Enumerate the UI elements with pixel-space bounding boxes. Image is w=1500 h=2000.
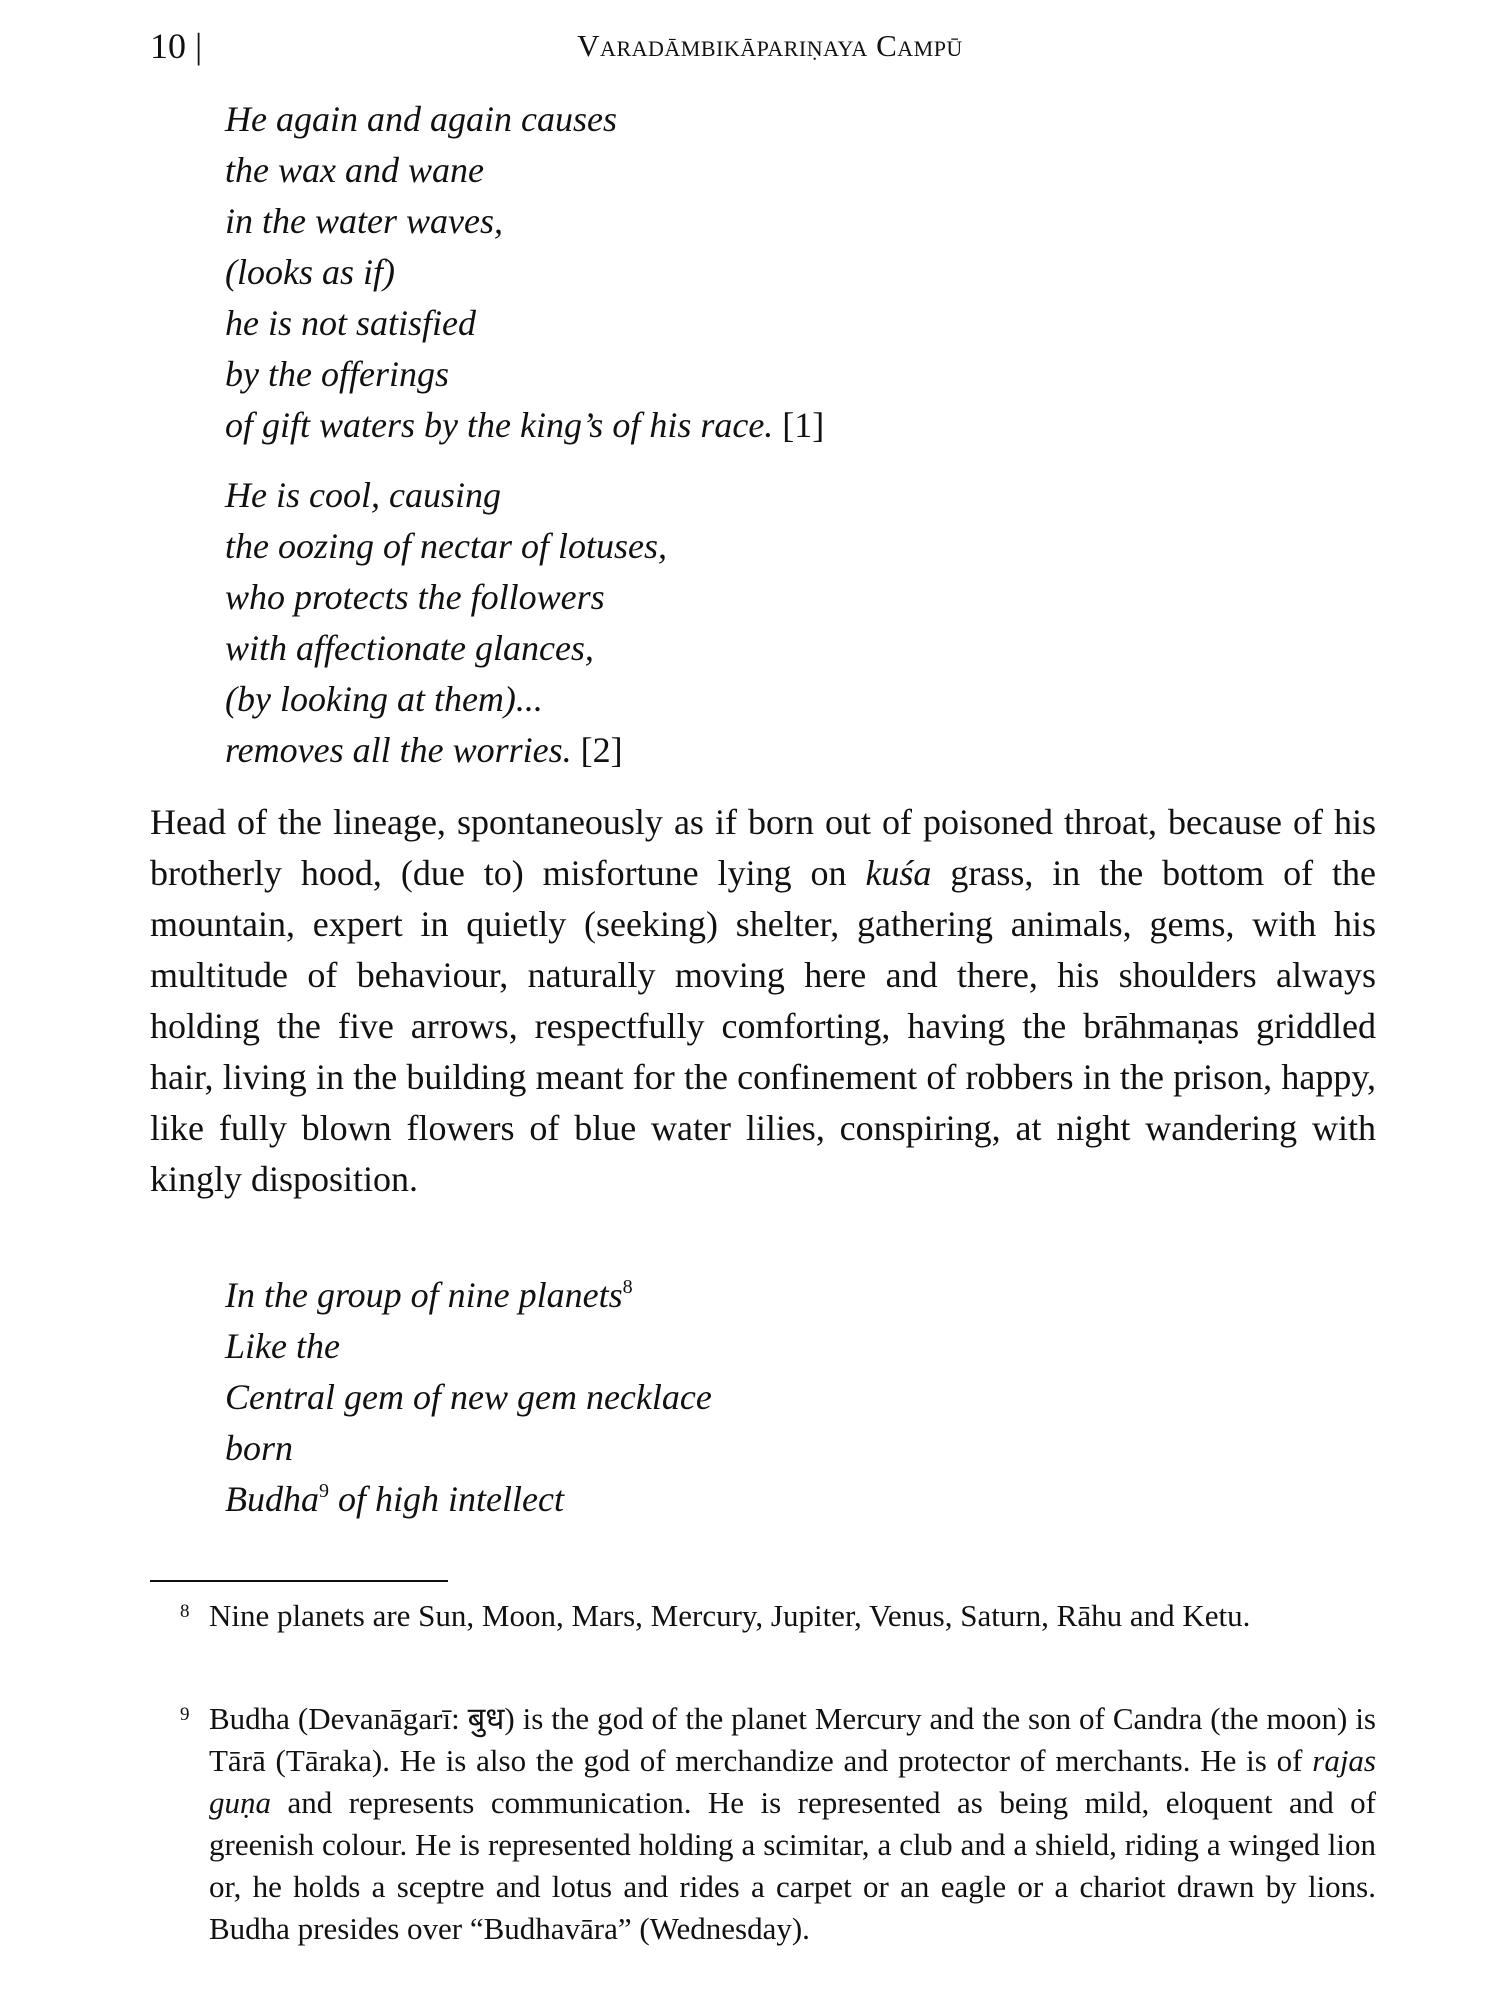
prose-text-before: Head of the lineage, spontaneously as if born out of poisoned throat, because of his brotherly hood, (due to) misfortune lying on <box>150 802 1376 893</box>
verse-number: [2] <box>580 730 623 770</box>
verse-3 <box>225 1270 712 1525</box>
footnote-term: rajas guṇa <box>209 1743 1376 1820</box>
page-number-value: 10 <box>150 26 186 66</box>
verse-line: who protects the followers <box>225 577 605 617</box>
verse-line: by the offerings <box>225 354 449 394</box>
verse-line-text: Budha <box>225 1479 319 1519</box>
verse-line: (by looking at them)... <box>225 679 543 719</box>
footnote-divider <box>150 1580 448 1582</box>
verse-line: born <box>225 1428 294 1468</box>
verse-line: He again and again causes <box>225 99 617 139</box>
prose-term: kuśa <box>865 853 932 893</box>
prose-text-after: grass, in the bottom of the mountain, expert in quietly (seeking) shelter, gathering animals, gems, with his multitude of behaviour, naturally moving here and there, his shoulders always holding the five arrows, respectfully comforting, having the brāhmaṇas griddled hair, living in the building meant for the confinement of robbers in the prison, happy, like fully blown flowers of blue water lilies, conspiring, at night wandering with kingly disposition. <box>150 853 1376 1199</box>
verse-line-text: of gift waters by the king’s of his race. <box>225 405 774 445</box>
verse-line: with affectionate glances, <box>225 628 594 668</box>
footnote-ref: 9 <box>319 1480 329 1502</box>
verse-line-text: of high intellect <box>329 1479 564 1519</box>
verse-line: the wax and wane <box>225 150 484 190</box>
verse-line <box>225 400 824 451</box>
verse-line: Like the <box>225 1326 340 1366</box>
verse-line <box>225 725 667 776</box>
prose-paragraph <box>150 797 1376 1205</box>
verse-1 <box>225 94 824 451</box>
verse-line: (looks as if) <box>225 252 395 292</box>
verse-line: he is not satisfied <box>225 303 476 343</box>
footnote-text <box>209 1698 1376 1950</box>
verse-line: He is cool, causing <box>225 475 501 515</box>
verse-line: Central gem of new gem necklace <box>225 1377 712 1417</box>
verse-line: the oozing of nectar of lotuses, <box>225 526 667 566</box>
footnote-text-b: and represents communication. He is represented as being mild, eloquent and of greenish colour. He is represented holding a scimitar, a club and a shield, riding a winged lion or, he holds a sceptre and lotus and rides a carpet or an eagle or a chariot drawn by lions. Budha presides over “Budhavāra” (Wednesday). <box>209 1785 1376 1946</box>
verse-line <box>225 1474 712 1525</box>
footnote-mark: 9 <box>180 1704 190 1725</box>
verse-line-text: removes all the worries. <box>225 730 572 770</box>
running-title: Varadāmbikāpariṇaya Campū <box>577 28 963 63</box>
verse-number: [1] <box>782 405 825 445</box>
verse-line-text: In the group of nine planets <box>225 1275 623 1315</box>
footnote-ref: 8 <box>622 1276 633 1298</box>
footnote-mark: 8 <box>180 1601 190 1622</box>
footnote-text-a: Budha (Devanāgarī: बुध) is the god of the planet Mercury and the son of Candra (the moon) is Tārā (Tāraka). He is also the god of merchandize and protector of merchants. He is of <box>209 1701 1376 1778</box>
verse-2 <box>225 470 667 776</box>
verse-line <box>225 1270 712 1321</box>
footnote-9 <box>150 1698 1376 1950</box>
verse-line: in the water waves, <box>225 201 503 241</box>
running-header <box>150 18 1390 74</box>
footnote-text: Nine planets are Sun, Moon, Mars, Mercury, Jupiter, Venus, Saturn, Rāhu and Ketu. <box>209 1598 1251 1633</box>
header-separator: | <box>195 26 203 66</box>
footnote-8 <box>150 1595 1376 1637</box>
